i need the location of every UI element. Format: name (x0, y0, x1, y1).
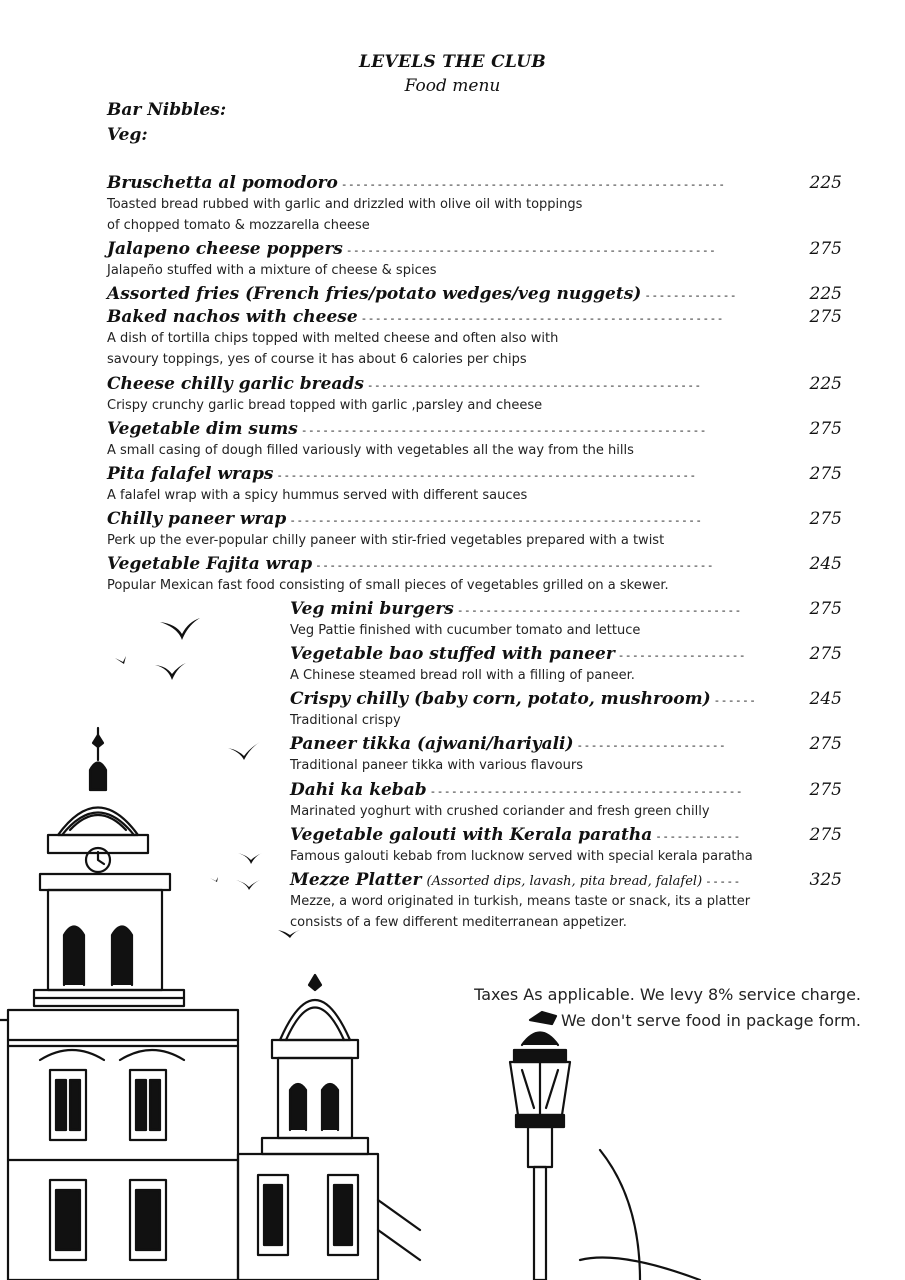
item-dashes: ---------------------------------------------------- (345, 244, 717, 257)
menu-item (107, 508, 842, 551)
item-dashes: ---------------------------------------------------------- (289, 514, 703, 527)
item-name: Paneer tikka (ajwani/hariyali) (290, 734, 574, 754)
item-name: Cheese chilly garlic breads (107, 374, 364, 394)
item-price: 275 (809, 419, 842, 439)
item-description: Toasted bread rubbed with garlic and drizzled with olive oil with toppings (107, 197, 583, 212)
item-price: 225 (809, 374, 842, 394)
item-dashes: -------------------------------------------------------- (315, 559, 715, 572)
item-description: A falafel wrap with a spicy hummus served with different sauces (107, 488, 528, 503)
item-price: 275 (809, 734, 842, 754)
item-description: savoury toppings, yes of course it has about 6 calories per chips (107, 352, 527, 367)
item-description: Traditional paneer tikka with various flavours (290, 758, 583, 773)
menu-item (290, 824, 842, 867)
section-bar-nibbles: Bar Nibbles: (107, 100, 227, 120)
item-price: 225 (809, 173, 842, 193)
item-price: 245 (809, 554, 842, 574)
footer-package-note: We don't serve food in package form. (561, 1011, 861, 1030)
item-description: Marinated yoghurt with crushed coriander and fresh green chilly (290, 804, 710, 819)
menu-item (290, 643, 842, 686)
item-name: Vegetable Fajita wrap (107, 554, 313, 574)
menu-item (107, 553, 842, 596)
footer-taxes-note: Taxes As applicable. We levy 8% service charge. (474, 985, 861, 1004)
menu-item (107, 283, 842, 305)
item-name: Jalapeno cheese poppers (107, 239, 343, 259)
menu-item (107, 418, 842, 461)
menu-item (107, 172, 842, 236)
item-price: 275 (809, 599, 842, 619)
item-name: Baked nachos with cheese (107, 307, 358, 327)
menu-item (107, 306, 842, 370)
menu-item (290, 733, 842, 776)
item-price: 275 (809, 464, 842, 484)
item-description: Traditional crispy (290, 713, 401, 728)
item-description: Perk up the ever-popular chilly paneer with stir-fried vegetables prepared with a twist (107, 533, 665, 548)
item-dashes: ------------------------------------------------------ (340, 178, 726, 191)
item-name: Chilly paneer wrap (107, 509, 287, 529)
item-dashes: --------------------------------------------------- (360, 312, 724, 325)
item-description: Crispy crunchy garlic bread topped with garlic ,parsley and cheese (107, 398, 543, 413)
item-dashes: ----------------------------------------------------------- (276, 469, 697, 482)
section-veg: Veg: (107, 125, 148, 145)
item-price: 275 (809, 509, 842, 529)
item-dashes: --------------------------------------------------------- (300, 424, 707, 437)
item-price: 225 (809, 284, 842, 304)
item-price: 245 (809, 689, 842, 709)
item-dashes: --------------------- (576, 739, 727, 752)
item-dashes: ------------- (644, 289, 737, 302)
item-dashes: ------------------ (617, 649, 747, 662)
item-description: consists of a few different mediterranean appetizer. (290, 915, 627, 930)
menu-item (107, 463, 842, 506)
item-description: A Chinese steamed bread roll with a filling of paneer. (290, 668, 635, 683)
item-dashes: ----- (705, 875, 741, 888)
item-name: Assorted fries (French fries/potato wedges/veg nuggets) (107, 284, 642, 304)
item-dashes: ------------ (655, 830, 741, 843)
item-name: Mezze Platter (290, 870, 422, 890)
item-price: 275 (809, 239, 842, 259)
item-dashes: ------ (713, 694, 757, 707)
item-description: A dish of tortilla chips topped with melted cheese and often also with (107, 331, 559, 346)
item-dashes: ----------------------------------------------- (366, 379, 702, 392)
item-dashes: -------------------------------------------- (429, 785, 743, 798)
item-description: A small casing of dough filled variously with vegetables all the way from the hills (107, 443, 634, 458)
page-subtitle: Food menu (404, 76, 501, 96)
item-name: Vegetable dim sums (107, 419, 298, 439)
item-name: Bruschetta al pomodoro (107, 173, 338, 193)
menu-item (107, 238, 842, 281)
item-name: Pita falafel wraps (107, 464, 274, 484)
menu-item (290, 779, 842, 822)
item-description: Popular Mexican fast food consisting of small pieces of vegetables grilled on a skewer. (107, 578, 669, 593)
item-description: of chopped tomato & mozzarella cheese (107, 218, 370, 233)
item-price: 275 (809, 825, 842, 845)
page-title: LEVELS THE CLUB (358, 52, 547, 72)
menu-item (290, 598, 842, 641)
item-name: Dahi ka kebab (290, 780, 427, 800)
item-description: Jalapeño stuffed with a mixture of cheese & spices (107, 263, 437, 278)
item-price: 275 (809, 644, 842, 664)
item-price: 275 (809, 307, 842, 327)
item-name: Veg mini burgers (290, 599, 454, 619)
menu-item (290, 688, 842, 731)
item-description: Famous galouti kebab from lucknow served with special kerala paratha (290, 849, 753, 864)
item-note: (Assorted dips, lavash, pita bread, falafel) (426, 874, 703, 889)
item-price: 325 (809, 870, 842, 890)
menu-item (107, 373, 842, 416)
item-dashes: ---------------------------------------- (456, 604, 742, 617)
item-description: Veg Pattie finished with cucumber tomato and lettuce (290, 623, 641, 638)
menu-item (290, 869, 842, 933)
item-description: Mezze, a word originated in turkish, means taste or snack, its a platter (290, 894, 751, 909)
item-price: 275 (809, 780, 842, 800)
item-name: Crispy chilly (baby corn, potato, mushroom) (290, 689, 711, 709)
item-name: Vegetable galouti with Kerala paratha (290, 825, 653, 845)
item-name: Vegetable bao stuffed with paneer (290, 644, 615, 664)
